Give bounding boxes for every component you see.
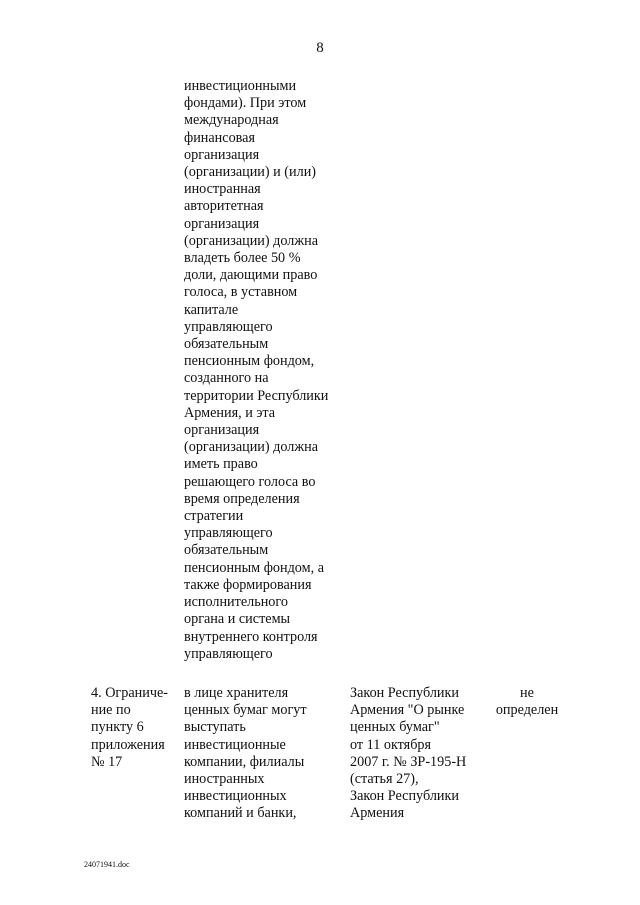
- legal-basis-cell: Закон Республики Армения "О рынке ценных бумаг" от 11 октября 2007 г. № ЗР-195-Н (статья 27), Закон Республики Армения: [350, 685, 467, 822]
- continued-description-text: инвестиционными фондами). При этом международная финансовая организация (организации) и (или) иностранная авторитетная организация (организации) должна владеть более 50 % доли, дающими право голоса, в уставном капитале управляющего обязательным пенсионным фондом, созданного на территории Республики Армения, и эта организация (организации) должна иметь право решающего голоса во время определения стратегии управляющего обязательным пенсионным фондом, а также формирования исполнительного органа и системы внутреннего контроля управляющего: [184, 78, 329, 662]
- restriction-cell: 4. Ограниче- ние по пункту 6 приложения № 17: [91, 685, 168, 770]
- page-number: 8: [316, 40, 324, 56]
- term-cell: не определен: [495, 685, 559, 719]
- footer-file-name: 24071941.doc: [84, 860, 130, 869]
- description-cell: в лице хранителя ценных бумаг могут выступать инвестиционные компании, филиалы иностранных инвестиционных компаний и банки,: [184, 685, 307, 822]
